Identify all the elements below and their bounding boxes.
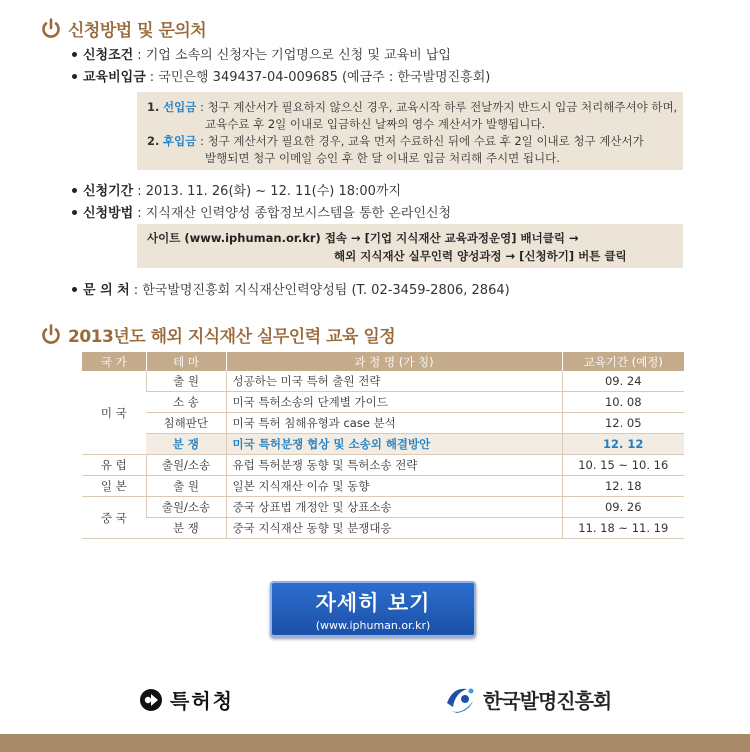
payment-option-2 (147, 133, 644, 149)
country-cell: 중 국 (82, 497, 146, 539)
course-cell: 중국 상표법 개정안 및 상표소송 (226, 497, 562, 518)
kipa-logo[interactable] (443, 681, 611, 717)
date-cell: 11. 18 ~ 11. 19 (562, 518, 684, 539)
table-row (82, 497, 684, 518)
kipa-logo-text: 한국발명진흥회 (483, 688, 612, 713)
conditions-value: : 기업 소속의 신청자는 기업명으로 신청 및 교육비 납입 (137, 48, 451, 63)
theme-cell: 분 쟁 (146, 434, 226, 455)
detail-button-url: (www.iphuman.or.kr) (315, 619, 431, 632)
method-value: : 지식재산 인력양성 종합정보시스템을 통한 온라인신청 (137, 206, 452, 221)
detail-view-button[interactable] (270, 581, 476, 637)
table-row (82, 392, 684, 413)
section-title-text: 신청방법 및 문의처 (68, 20, 207, 41)
method-info-box (137, 224, 683, 268)
kipo-logo[interactable] (138, 685, 234, 714)
course-cell: 미국 특허분쟁 협상 및 소송외 해결방안 (226, 434, 562, 455)
option-key: 후입금 (163, 134, 197, 148)
payment-option-2-cont: 발행되면 청구 이메일 승인 후 한 달 이내로 입금 처리해 주시면 됩니다. (205, 151, 560, 165)
date-cell: 12. 05 (562, 413, 684, 434)
kipo-logo-icon (138, 687, 164, 713)
table-row-highlighted (82, 434, 684, 455)
date-cell: 10. 15 ~ 10. 16 (562, 455, 684, 476)
conditions-label: 신청조건 (83, 48, 134, 63)
table-header-row (82, 352, 684, 371)
date-cell: 12. 18 (562, 476, 684, 497)
period-value: : 2013. 11. 26(화) ~ 12. 11(수) 18:00까지 (137, 184, 402, 199)
country-cell: 미 국 (82, 371, 146, 455)
conditions-item (72, 44, 451, 63)
date-cell: 09. 26 (562, 497, 684, 518)
method-item (72, 202, 451, 221)
payment-option-1 (147, 99, 677, 115)
contact-item (72, 279, 510, 298)
method-label: 신청방법 (83, 206, 134, 221)
section-title-schedule (40, 322, 395, 346)
power-icon (40, 323, 62, 345)
bullet-dot (72, 210, 77, 215)
footer-bar (0, 734, 750, 752)
theme-cell: 출원/소송 (146, 455, 226, 476)
payment-item (72, 66, 490, 85)
date-cell: 10. 08 (562, 392, 684, 413)
theme-cell: 침해판단 (146, 413, 226, 434)
option-number: 1. (147, 100, 160, 114)
bullet-dot (72, 287, 77, 292)
power-icon (40, 17, 62, 39)
table-row (82, 518, 684, 539)
course-cell: 미국 특허 침해유형과 case 분석 (226, 413, 562, 434)
method-step-line1: 사이트 (www.iphuman.or.kr) 접속 → [기업 지식재산 교육과정운영] 배너클릭 → (147, 231, 579, 245)
period-label: 신청기간 (83, 184, 134, 199)
theme-cell: 출 원 (146, 371, 226, 392)
header-theme: 테 마 (146, 352, 226, 371)
payment-info-box (137, 92, 683, 170)
bullet-dot (72, 74, 77, 79)
course-cell: 미국 특허소송의 단계별 가이드 (226, 392, 562, 413)
payment-label: 교육비입금 (83, 70, 146, 85)
kipo-logo-text: 특허청 (170, 689, 234, 713)
course-cell: 일본 지식재산 이슈 및 동향 (226, 476, 562, 497)
date-cell: 09. 24 (562, 371, 684, 392)
payment-value: : 국민은행 349437-04-009685 (예금주 : 한국발명진흥회) (149, 70, 491, 85)
section-title-apply (40, 16, 206, 40)
theme-cell: 출원/소송 (146, 497, 226, 518)
theme-cell: 출 원 (146, 476, 226, 497)
course-cell: 성공하는 미국 특허 출원 전략 (226, 371, 562, 392)
date-cell: 12. 12 (562, 434, 684, 455)
theme-cell: 분 쟁 (146, 518, 226, 539)
option-text: : 청구 계산서가 필요하지 않으신 경우, 교육시작 하루 전날까지 반드시 입금 처리해주셔야 하며, (196, 100, 678, 114)
table-row (82, 455, 684, 476)
theme-cell: 소 송 (146, 392, 226, 413)
kipa-logo-icon (443, 681, 479, 717)
course-cell: 중국 지식재산 동향 및 분쟁대응 (226, 518, 562, 539)
option-text: : 청구 계산서가 필요한 경우, 교육 먼저 수료하신 뒤에 수료 후 2일 이내로 청구 계산서가 (196, 134, 644, 148)
bullet-dot (72, 52, 77, 57)
payment-option-1-cont: 교육수료 후 2일 이내로 입금하신 날짜의 영수 계산서가 발행됩니다. (205, 117, 546, 131)
option-number: 2. (147, 134, 160, 148)
country-cell: 유 럽 (82, 455, 146, 476)
table-row (82, 476, 684, 497)
contact-value: : 한국발명진흥회 지식재산인력양성팀 (T. 02-3459-2806, 2864) (133, 283, 510, 298)
course-cell: 유럽 특허분쟁 동향 및 특허소송 전략 (226, 455, 562, 476)
detail-button-label: 자세히 보기 (315, 591, 431, 615)
option-key: 선입금 (163, 100, 197, 114)
period-item (72, 180, 401, 199)
section-title-text: 2013년도 해외 지식재산 실무인력 교육 일정 (68, 326, 396, 347)
country-cell: 일 본 (82, 476, 146, 497)
table-row (82, 413, 684, 434)
header-country: 국 가 (82, 352, 146, 371)
bullet-dot (72, 188, 77, 193)
schedule-table (82, 352, 684, 539)
header-period: 교육기간 (예정) (562, 352, 684, 371)
table-row (82, 371, 684, 392)
header-course: 과 정 명 (가 칭) (226, 352, 562, 371)
contact-label: 문 의 처 (83, 283, 130, 298)
method-step-line2: 해외 지식재산 실무인력 양성과정 → [신청하기] 버튼 클릭 (334, 249, 627, 263)
